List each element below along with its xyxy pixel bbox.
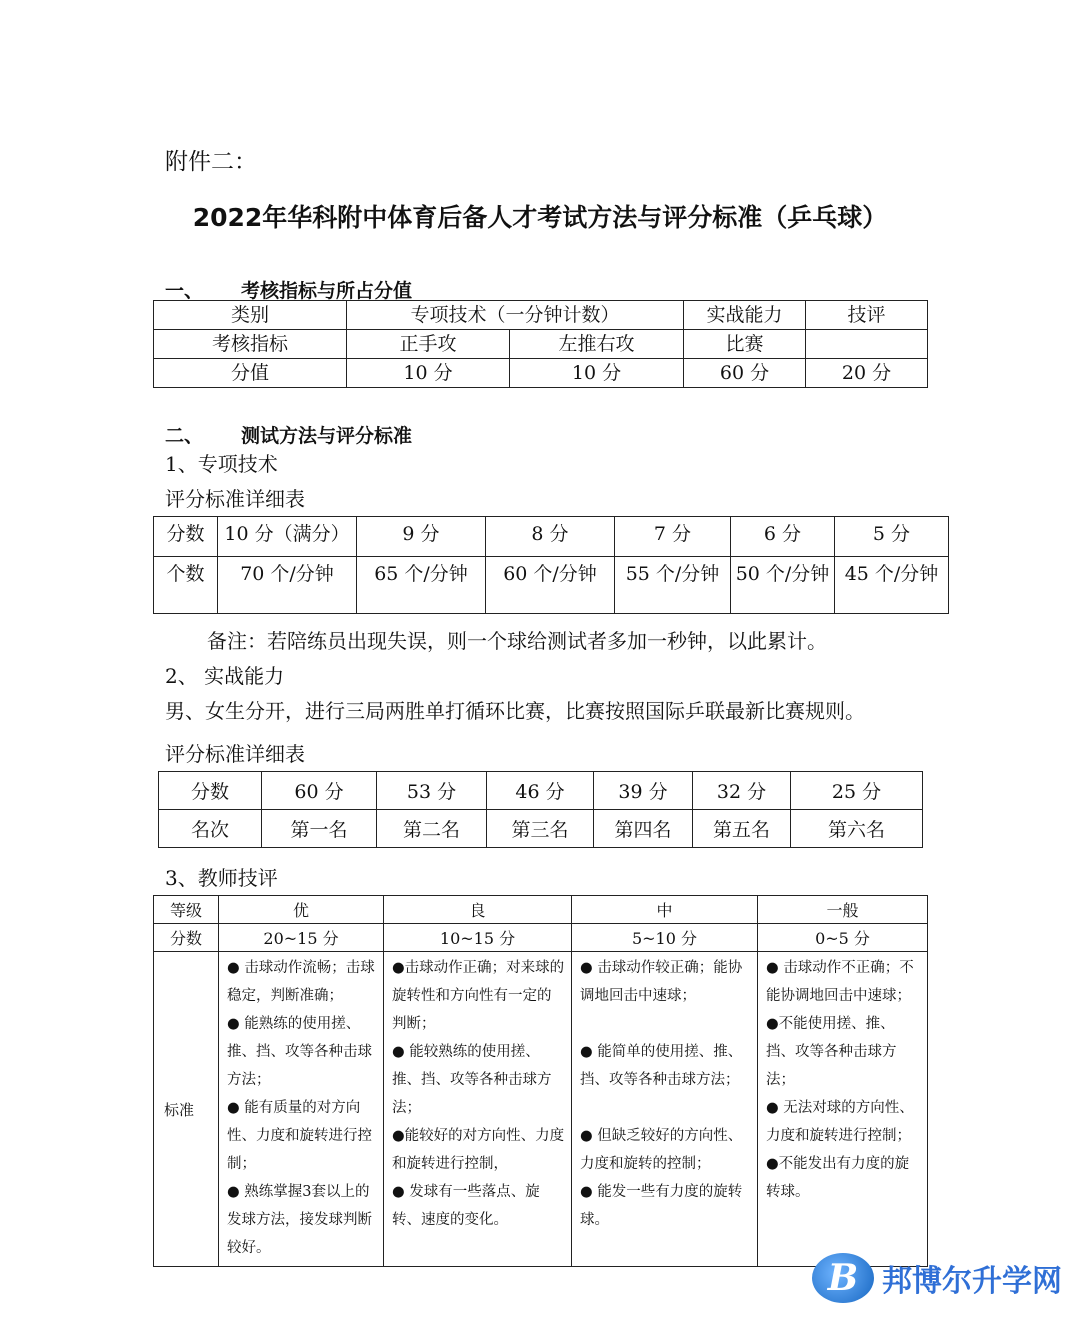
subheading-evaluation: 3、教师技评 bbox=[165, 866, 278, 890]
detail-table-label-2: 评分标准详细表 bbox=[165, 742, 305, 766]
table-cell: 10 分 bbox=[347, 359, 510, 388]
evaluation-table bbox=[153, 895, 928, 1267]
table-cell: 优 bbox=[219, 896, 384, 924]
table-cell: 39 分 bbox=[594, 772, 693, 810]
criteria-item: ● 击球动作较正确；能协调地回击中速球； bbox=[580, 960, 743, 1004]
table-cell: 60 分 bbox=[262, 772, 377, 810]
table-cell: 55 个/分钟 bbox=[615, 557, 731, 614]
subheading-technique: 1、专项技术 bbox=[165, 452, 278, 476]
table-cell: 5~10 分 bbox=[572, 924, 758, 952]
table-cell: 名次 bbox=[159, 810, 262, 848]
table-cell: 9 分 bbox=[357, 517, 486, 557]
criteria-item: ● 击球动作流畅；击球稳定，判断准确； bbox=[227, 960, 375, 1004]
criteria-item: ● 能有质量的对方向性、力度和旋转进行控制； bbox=[227, 1100, 372, 1172]
section-number: 一、 bbox=[165, 280, 204, 302]
match-score-table bbox=[158, 771, 923, 848]
table-row bbox=[154, 924, 928, 952]
table-cell: 考核指标 bbox=[154, 330, 347, 359]
table-cell: 6 分 bbox=[731, 517, 835, 557]
table-cell: 65 个/分钟 bbox=[357, 557, 486, 614]
table-cell: 45 个/分钟 bbox=[835, 557, 949, 614]
table-cell: 左推右攻 bbox=[510, 330, 684, 359]
section-title: 考核指标与所占分值 bbox=[241, 280, 413, 302]
watermark-logo bbox=[812, 1253, 1062, 1303]
table-row bbox=[159, 810, 923, 848]
criteria-item: ● 能简单的使用搓、推、挡、攻等各种击球方法； bbox=[580, 1044, 743, 1088]
criteria-label: 标准 bbox=[154, 952, 219, 1267]
table-cell: 第二名 bbox=[377, 810, 487, 848]
table-row bbox=[154, 557, 949, 614]
table-cell: 20~15 分 bbox=[219, 924, 384, 952]
table-cell: 分数 bbox=[154, 517, 218, 557]
table-cell: 10 分 bbox=[510, 359, 684, 388]
note-text: 备注：若陪练员出现失误，则一个球给测试者多加一秒钟，以此累计。 bbox=[207, 629, 827, 653]
criteria-item: ●不能发出有力度的旋转球。 bbox=[766, 1156, 910, 1200]
subheading-match: 2、 实战能力 bbox=[165, 664, 285, 688]
table-cell: 70 个/分钟 bbox=[218, 557, 357, 614]
table-cell: 20 分 bbox=[806, 359, 928, 388]
table-cell: 60 个/分钟 bbox=[486, 557, 615, 614]
assessment-table bbox=[153, 300, 928, 388]
table-cell: 25 分 bbox=[791, 772, 923, 810]
table-cell: 第六名 bbox=[791, 810, 923, 848]
criteria-average bbox=[758, 952, 928, 1267]
criteria-item: ● 发球有一些落点、旋转、速度的变化。 bbox=[392, 1184, 540, 1228]
table-cell: 比赛 bbox=[684, 330, 806, 359]
criteria-excellent bbox=[219, 952, 384, 1267]
logo-mark-icon: B bbox=[812, 1253, 874, 1303]
table-cell: 60 分 bbox=[684, 359, 806, 388]
table-cell: 53 分 bbox=[377, 772, 487, 810]
table-cell: 第四名 bbox=[594, 810, 693, 848]
table-row bbox=[154, 301, 928, 330]
attachment-label: 附件二： bbox=[165, 149, 257, 175]
table-cell: 分值 bbox=[154, 359, 347, 388]
table-cell: 良 bbox=[384, 896, 572, 924]
table-row bbox=[154, 952, 928, 1267]
criteria-item: ● 能较熟练的使用搓、推、挡、攻等各种击球方法； bbox=[392, 1044, 552, 1116]
table-cell: 分数 bbox=[159, 772, 262, 810]
table-cell: 类别 bbox=[154, 301, 347, 330]
table-cell: 10 分（满分） bbox=[218, 517, 357, 557]
table-cell: 第一名 bbox=[262, 810, 377, 848]
table-cell: 46 分 bbox=[487, 772, 594, 810]
table-cell: 8 分 bbox=[486, 517, 615, 557]
table-cell: 实战能力 bbox=[684, 301, 806, 330]
criteria-item: ● 击球动作不正确；不能协调地回击中速球； bbox=[766, 960, 914, 1004]
technique-score-table bbox=[153, 516, 949, 614]
table-cell: 等级 bbox=[154, 896, 219, 924]
table-cell bbox=[806, 330, 928, 359]
table-cell: 中 bbox=[572, 896, 758, 924]
table-row bbox=[154, 896, 928, 924]
criteria-item: ●能较好的对方向性、力度和旋转进行控制， bbox=[392, 1128, 565, 1172]
criteria-item: ● 但缺乏较好的方向性、力度和旋转的控制； bbox=[580, 1128, 743, 1172]
table-cell: 第三名 bbox=[487, 810, 594, 848]
criteria-item: ● 能发一些有力度的旋转球。 bbox=[580, 1184, 743, 1228]
table-cell: 个数 bbox=[154, 557, 218, 614]
table-row bbox=[159, 772, 923, 810]
watermark-text: 邦博尔升学网 bbox=[882, 1264, 1062, 1299]
table-cell: 50 个/分钟 bbox=[731, 557, 835, 614]
table-cell: 分数 bbox=[154, 924, 219, 952]
table-cell: 10~15 分 bbox=[384, 924, 572, 952]
section-heading-1 bbox=[165, 276, 412, 303]
table-cell: 第五名 bbox=[693, 810, 791, 848]
criteria-item: ● 能熟练的使用搓、推、挡、攻等各种击球方法； bbox=[227, 1016, 372, 1088]
section-number: 二、 bbox=[165, 425, 204, 447]
criteria-medium bbox=[572, 952, 758, 1267]
section-heading-2 bbox=[165, 421, 412, 448]
page-title: 2022年华科附中体育后备人才考试方法与评分标准（乒乓球） bbox=[192, 203, 888, 232]
detail-table-label: 评分标准详细表 bbox=[165, 487, 305, 511]
criteria-item: ● 无法对球的方向性、力度和旋转进行控制； bbox=[766, 1100, 914, 1144]
criteria-item: ●击球动作正确；对来球的旋转性和方向性有一定的判断； bbox=[392, 960, 565, 1032]
section-title: 测试方法与评分标准 bbox=[241, 425, 413, 447]
criteria-good bbox=[384, 952, 572, 1267]
match-description: 男、女生分开，进行三局两胜单打循环比赛，比赛按照国际乒联最新比赛规则。 bbox=[165, 699, 865, 723]
table-cell: 正手攻 bbox=[347, 330, 510, 359]
criteria-item: ●不能使用搓、推、挡、攻等各种击球方法； bbox=[766, 1016, 897, 1088]
table-row bbox=[154, 359, 928, 388]
table-cell: 技评 bbox=[806, 301, 928, 330]
table-row bbox=[154, 517, 949, 557]
table-cell: 0~5 分 bbox=[758, 924, 928, 952]
table-cell: 32 分 bbox=[693, 772, 791, 810]
table-cell: 5 分 bbox=[835, 517, 949, 557]
table-cell: 专项技术（一分钟计数） bbox=[347, 301, 684, 330]
table-cell: 7 分 bbox=[615, 517, 731, 557]
criteria-item: ● 熟练掌握3套以上的发球方法，接发球判断较好。 bbox=[227, 1184, 372, 1256]
table-cell: 一般 bbox=[758, 896, 928, 924]
table-row bbox=[154, 330, 928, 359]
